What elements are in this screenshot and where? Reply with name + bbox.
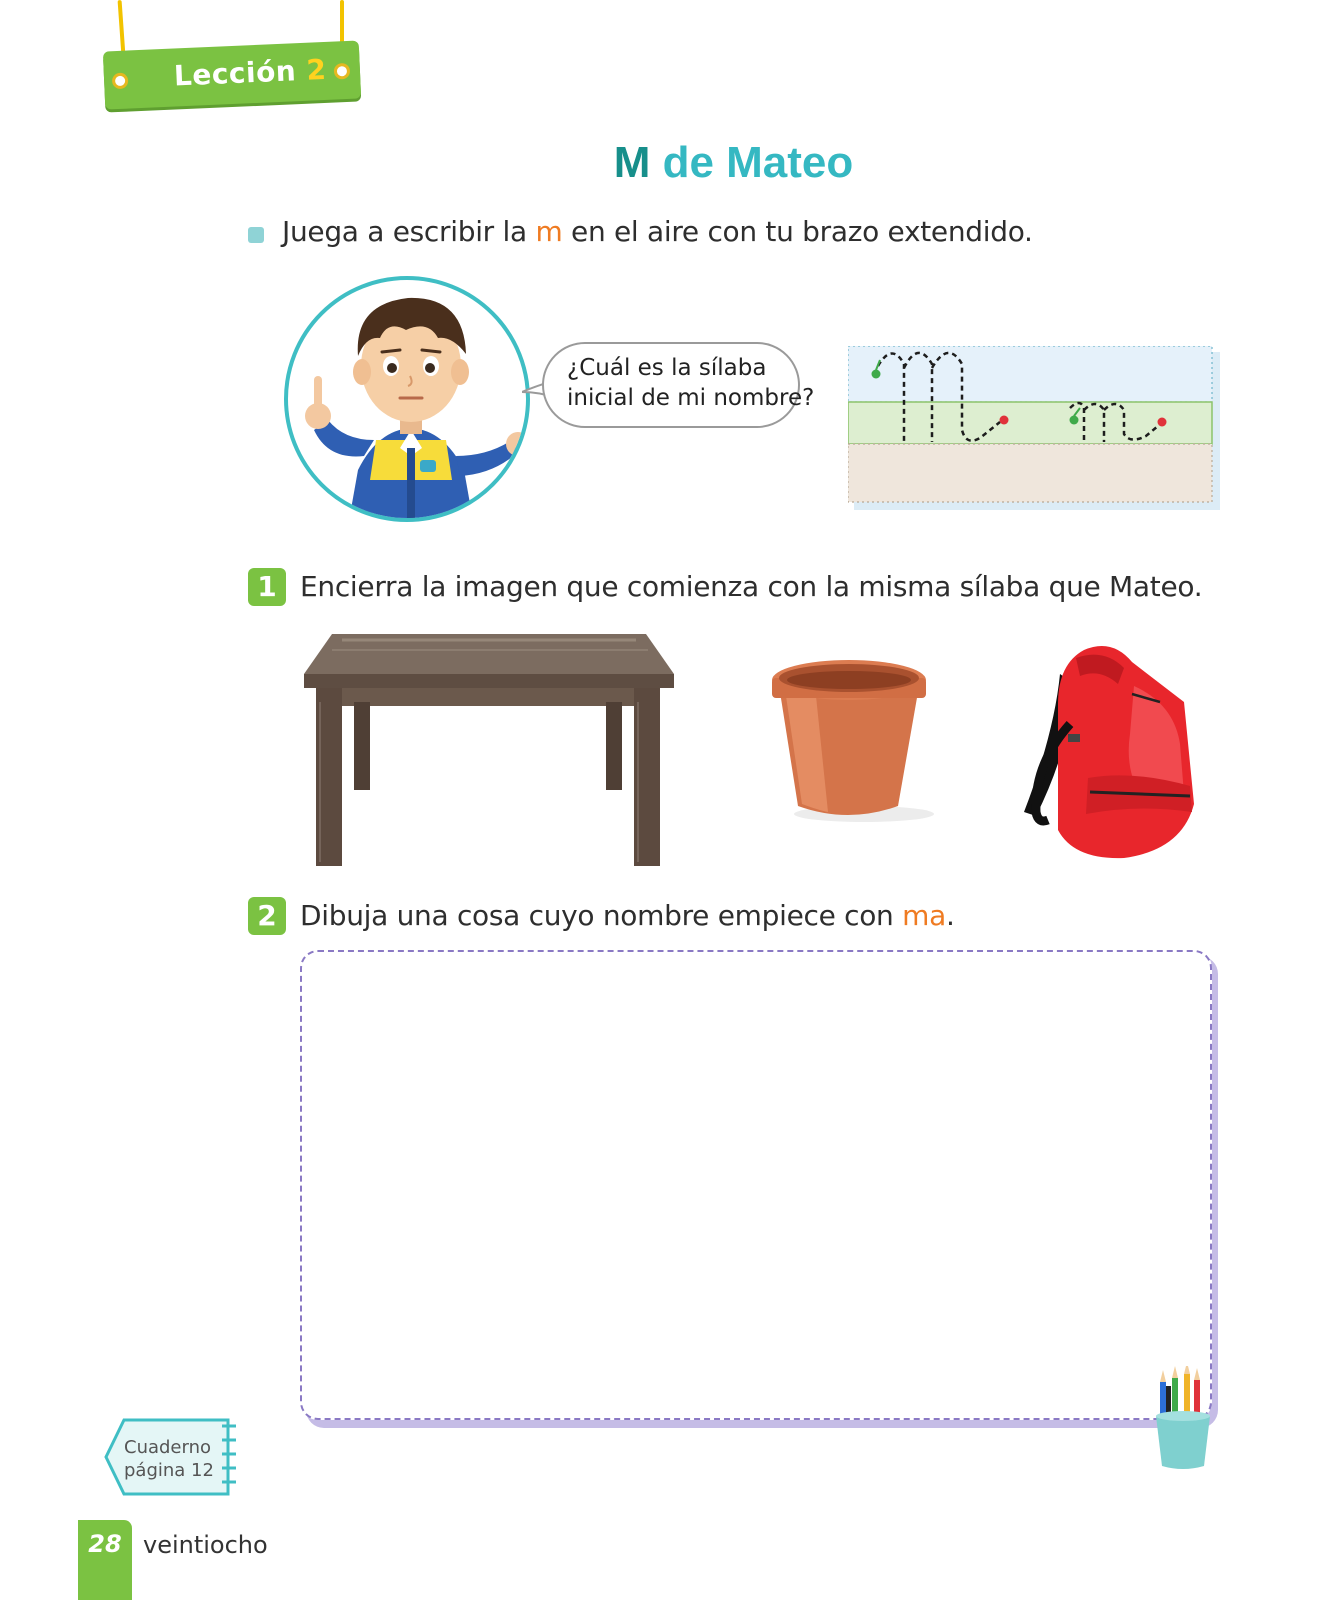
lesson-label: Lección (173, 54, 297, 93)
mateo-character-circle (284, 276, 530, 522)
table-image[interactable] (302, 632, 676, 868)
lesson-number: 2 (305, 52, 328, 87)
bullet-square (248, 227, 264, 243)
title-rest: de Mateo (650, 138, 854, 187)
backpack-image[interactable] (1014, 644, 1194, 862)
page-title (0, 138, 1339, 188)
flowerpot-image[interactable] (768, 656, 944, 824)
lesson-tag (103, 40, 361, 109)
page-number: 28 (88, 1530, 122, 1558)
activity-2-instruction: Dibuja una cosa cuyo nombre empiece con ma. (300, 899, 955, 932)
pencil-cup-icon (1150, 1366, 1218, 1470)
intro-instruction: Juega a escribir la m en el aire con tu brazo extendido. (282, 215, 1033, 248)
activity-1-badge: 1 (248, 568, 286, 606)
speech-bubble-text: ¿Cuál es la sílaba inicial de mi nombre? (567, 355, 815, 411)
activity-2-badge: 2 (248, 897, 286, 935)
drawing-area[interactable] (300, 950, 1212, 1420)
activity-1-instruction: Encierra la imagen que comienza con la misma sílaba que Mateo. (300, 570, 1203, 603)
title-letter: M (613, 138, 651, 187)
activity-2-highlight: ma (902, 899, 946, 932)
intro-highlight: m (535, 215, 563, 248)
letter-m-writing-guide (848, 346, 1220, 510)
mateo-boy-illustration (288, 280, 530, 522)
workbook-reference-text: Cuaderno página 12 (124, 1437, 214, 1481)
page-number-word: veintiocho (143, 1531, 268, 1559)
